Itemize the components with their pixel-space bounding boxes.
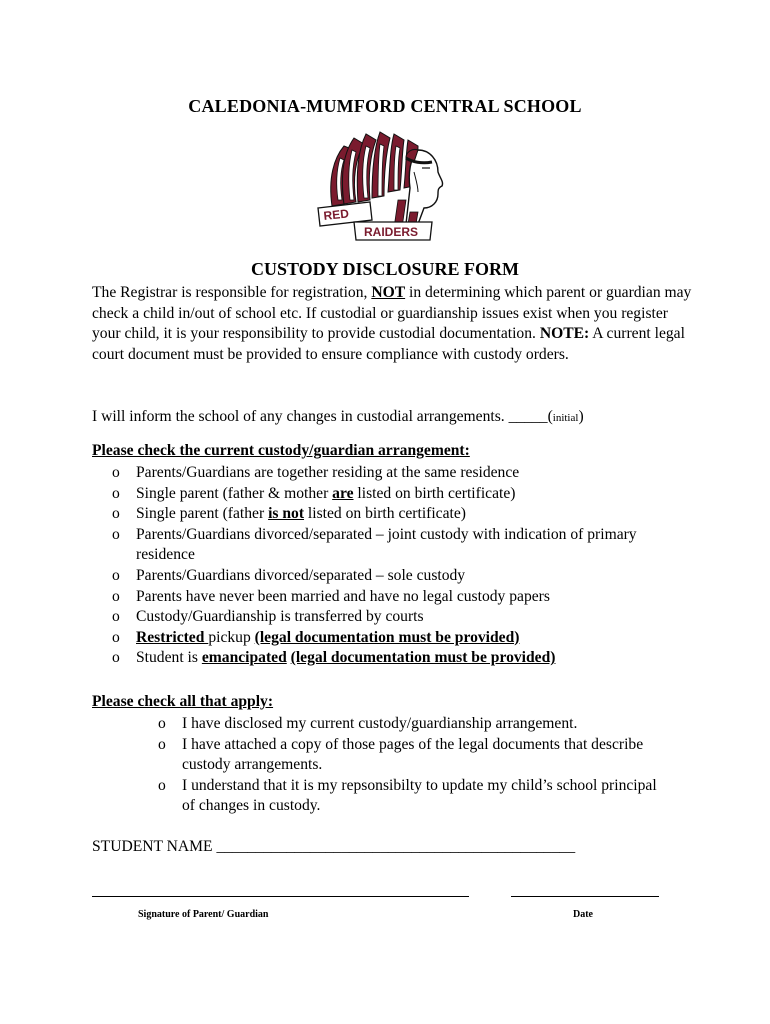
checkbox-bullet[interactable]: o: [158, 776, 166, 794]
inform-text: I will inform the school of any changes in custodial arrangements. _____(: [92, 408, 553, 425]
option-label: Parents have never been married and have no legal custody papers: [136, 587, 550, 605]
checkbox-bullet[interactable]: o: [112, 464, 120, 481]
option-label: I understand that it is my repsonsibilty to update my child’s school principal of changes in custody.: [182, 776, 657, 815]
intro-text: in determining which parent or guardian may check a child in/out of school etc. If custodial or guardianship issues exist when you register your child, it is your responsibility to provide custodial documentation.: [92, 284, 692, 343]
option-emphasis: is not: [268, 505, 305, 523]
option-label: Parents/Guardians divorced/separated – joint custody with indication of primary residence: [136, 525, 637, 564]
option-label: Parents/Guardians are together residing at the same residence: [136, 464, 520, 481]
form-title: CUSTODY DISCLOSURE FORM: [250, 259, 520, 279]
arrangement-option[interactable]: [112, 566, 672, 587]
checkbox-bullet[interactable]: o: [112, 608, 120, 626]
intro-text: A current legal court document must be provided to ensure compliance with custody orders.: [92, 325, 685, 363]
checkbox-bullet[interactable]: o: [112, 484, 120, 502]
signature-line[interactable]: [92, 896, 469, 897]
arrangement-option[interactable]: [112, 525, 672, 566]
checkbox-bullet[interactable]: o: [112, 505, 120, 523]
intro-note-label: NOTE:: [539, 325, 590, 343]
school-name: CALEDONIA-MUMFORD CENTRAL SCHOOL: [188, 96, 582, 116]
checkbox-bullet[interactable]: o: [112, 587, 120, 605]
option-label: listed on birth certificate): [304, 505, 466, 523]
apply-option[interactable]: [158, 714, 668, 735]
option-label: Custody/Guardianship is transferred by courts: [136, 608, 424, 626]
checkbox-bullet[interactable]: o: [112, 628, 120, 646]
apply-option[interactable]: [158, 776, 668, 817]
apply-heading: Please check all that apply:: [92, 693, 274, 710]
logo-text-bottom: RAIDERS: [364, 225, 419, 239]
arrangement-heading: Please check the current custody/guardian arrangement:: [92, 442, 470, 459]
arrangement-option[interactable]: [112, 484, 672, 505]
inform-statement: [92, 408, 712, 426]
option-label: I have disclosed my current custody/guardianship arrangement.: [182, 715, 578, 732]
arrangement-option[interactable]: [112, 648, 672, 669]
option-label: Student is: [136, 649, 202, 667]
option-emphasis: Restricted: [136, 628, 209, 646]
arrangement-option[interactable]: [112, 628, 672, 649]
option-label: Single parent (father & mother: [136, 484, 333, 502]
option-label: Single parent (father: [136, 505, 269, 523]
arrangement-option[interactable]: [112, 504, 672, 525]
red-raiders-logo-icon: [314, 128, 462, 248]
checkbox-bullet[interactable]: o: [112, 566, 120, 584]
option-emphasis: emancipated: [201, 649, 287, 667]
intro-not-emphasis: NOT: [371, 284, 406, 301]
option-emphasis: are: [332, 484, 354, 502]
arrangement-option[interactable]: [112, 607, 672, 628]
arrangement-options: [112, 463, 672, 669]
checkbox-bullet[interactable]: o: [158, 735, 166, 753]
logo-text-top: RED: [322, 206, 350, 223]
intro-text: The Registrar is responsible for registration,: [92, 284, 372, 301]
initial-label: initial: [552, 412, 579, 424]
intro-paragraph: [92, 283, 692, 365]
arrangement-option[interactable]: [112, 463, 672, 484]
option-label: listed on birth certificate): [353, 484, 516, 502]
student-name-field[interactable]: STUDENT NAME ______________________________________________: [92, 838, 576, 855]
option-label: pickup: [208, 628, 255, 646]
option-emphasis: (legal documentation must be provided): [290, 649, 556, 667]
checkbox-bullet[interactable]: o: [112, 525, 120, 543]
option-label: I have attached a copy of those pages of the legal documents that describe custody arrangements.: [182, 735, 644, 774]
signature-label: Signature of Parent/ Guardian: [138, 909, 269, 920]
inform-text-close: ): [578, 408, 584, 425]
checkbox-bullet[interactable]: o: [158, 715, 166, 732]
checkbox-bullet[interactable]: o: [112, 649, 120, 667]
apply-options: [158, 714, 668, 817]
option-label: Parents/Guardians divorced/separated – sole custody: [136, 566, 466, 584]
date-label: Date: [573, 909, 593, 920]
apply-option[interactable]: [158, 735, 668, 776]
arrangement-option[interactable]: [112, 587, 672, 608]
date-line[interactable]: [511, 896, 659, 897]
option-emphasis: (legal documentation must be provided): [254, 628, 520, 646]
